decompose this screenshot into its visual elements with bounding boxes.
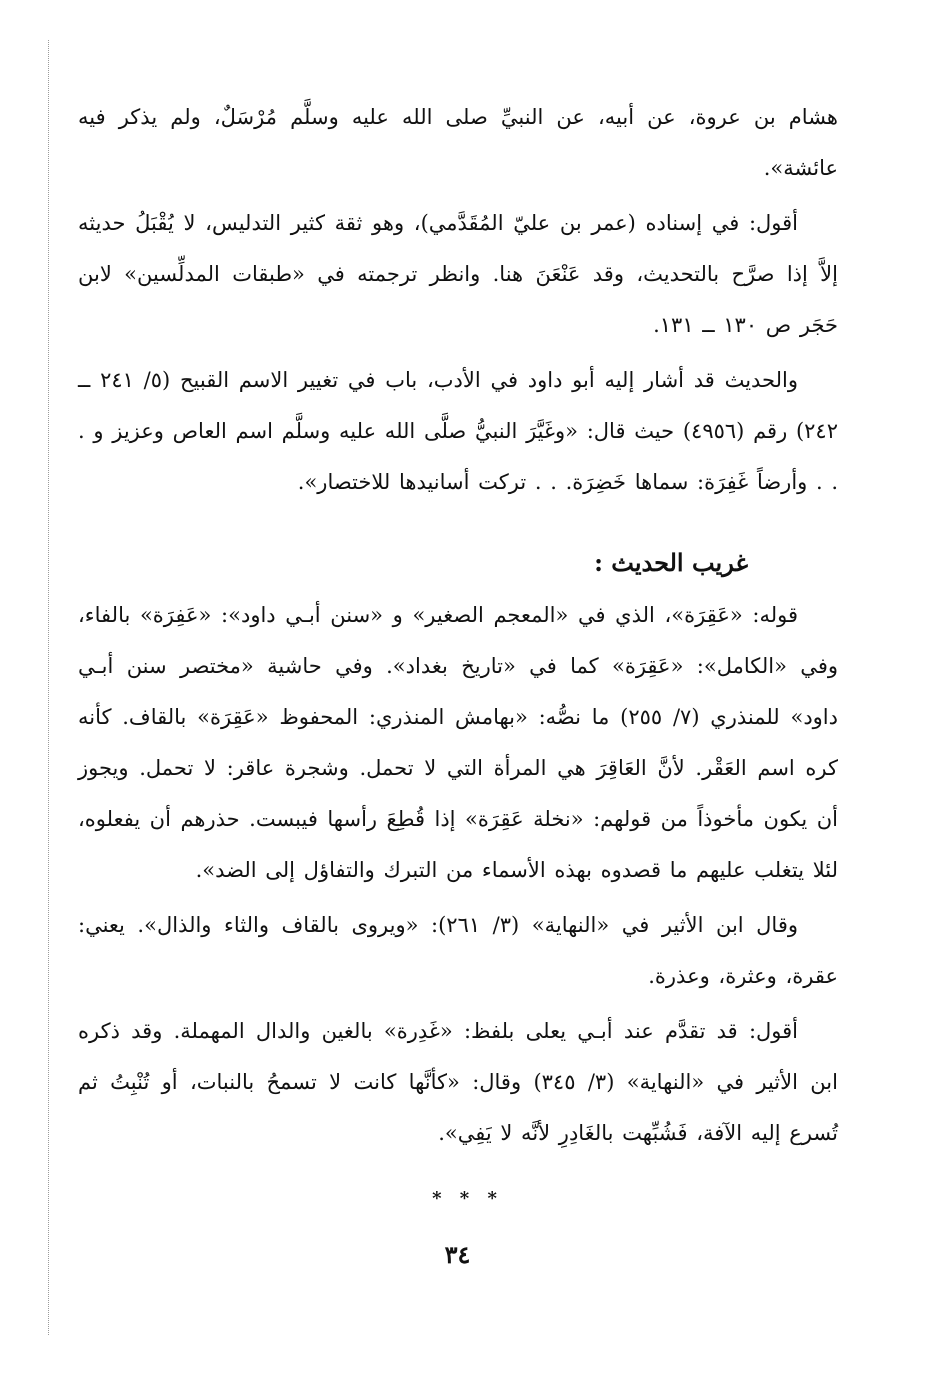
paragraph-hisham: هشام بن عروة، عن أبيه، عن النبيِّ صلى الله عليه وسلَّم مُرْسَلٌ، ولم يذكر فيه عائشة». [78, 105, 838, 180]
paragraph-ibn-al-athir: وقال ابن الأثير في «النهاية» (٣/ ٢٦١): «ويروى بالقاف والثاء والذال». يعني: عقرة، وعثرة، وعذرة. [78, 913, 838, 988]
paragraph-aqul-isnad: أقول: في إسناده (عمر بن عليّ المُقَدَّمي)، وهو ثقة كثير التدليس، لا يُقْبَلُ حديثه إلاَّ إذا صرَّح بالتحديث، وقد عَنْعَنَ هنا. وانظر ترجمته في «طبقات المدلِّسين» لابن حَجَر ص ١٣٠ ــ ١٣١. [78, 211, 838, 337]
paragraph-qawluhu: قوله: «عَقِرَة»، الذي في «المعجم الصغير» و «سنن أبـي داود»: «عَفِرَة» بالفاء، وفي «الكامل»: «عَقِرَة» كما في «تاريخ بغداد». وفي حاشية «مختصر سنن أبـي داود» للمنذري (٧/ ٢٥٥) ما نصُّه: «بهامش المنذري: المحفوظ «عَقِرَة» بالقاف. كأنه كره اسم العَقْر. لأنَّ العَاقِرَ هي المرأة التي لا تحمل. وشجرة عاقر: لا تحمل. ويجوز أن يكون مأخوذاً من قولهم: «نخلة عَقِرَة» إذا قُطِعَ رأسها فيبست. حذرهم أن يفعلوه، لئلا يتغلب عليهم ما قصدوه بهذه الأسماء من التبرك والتفاؤل إلى الضد». [78, 603, 838, 882]
margin-dotted-rule [48, 40, 49, 1335]
page-number: ٣٤ [444, 1240, 471, 1269]
section-heading-gharib: غريب الحديث : [594, 548, 748, 577]
paragraph-abu-dawud: والحديث قد أشار إليه أبو داود في الأدب، باب في تغيير الاسم القبيح (٥/ ٢٤١ ــ ٢٤٢) رقم (٤٩٥٦) حيث قال: «وغَيَّرَ النبيُّ صلَّى الله عليه وسلَّم اسم العاص وعزيز و . . . وأرضاً غَفِرَة: سماها خَضِرَة. . . تركت أسانيدها للاختصار». [78, 368, 838, 494]
paragraph-aqul-abu-yala: أقول: قد تقدَّم عند أبـي يعلى بلفظ: «غَدِرة» بالغين والدال المهملة. وقد ذكره ابن الأثير في «النهاية» (٣/ ٣٤٥) وقال: «كأنَّها كانت لا تسمحُ بالنبات، أو تُنْبِتُ ثم تُسرع إليه الآفة، فَشُبِّهت بالغَادِرِ لأنَّه لا يَفِي». [78, 1019, 838, 1145]
section-separator: * * * [432, 1188, 503, 1209]
page-body [78, 92, 838, 1159]
